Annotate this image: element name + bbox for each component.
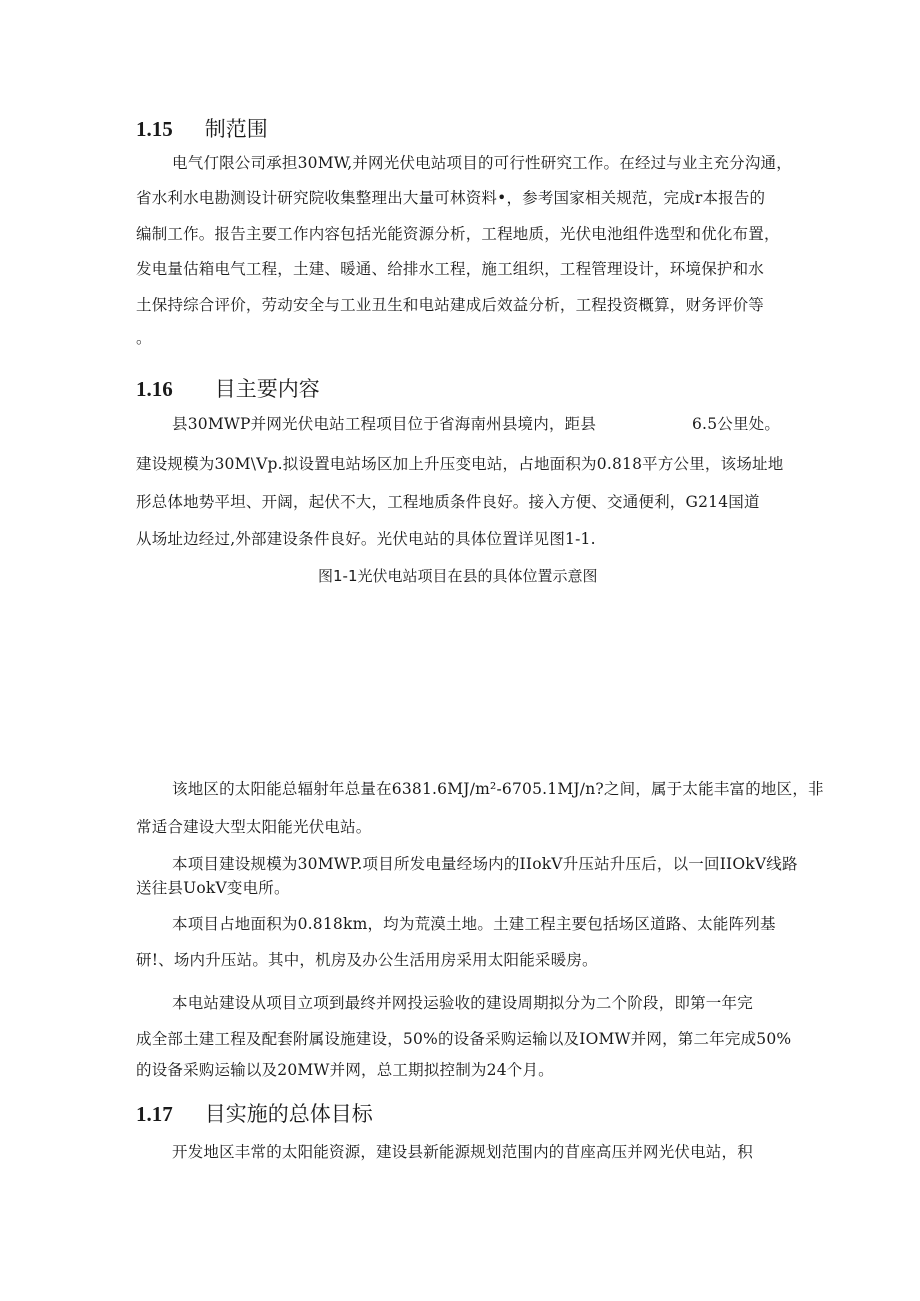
- paragraph-line-distance: 6.5公里处。: [692, 415, 781, 433]
- section-heading-1-16: [136, 373, 320, 403]
- paragraph-line: 该地区的太阳能总辐射年总量在6381.6MJ∕m²-6705.1MJ∕n?之间，属于太能丰富的地区，非: [172, 780, 824, 798]
- paragraph-line: 编制工作。报告主要工作内容包括光能资源分析，工程地质，光伏电池组件选型和优化布置，: [136, 225, 780, 243]
- paragraph-line: 省水利水电勘测设计研究院收集整理出大量可林资料•，参考国家相关规范，完成r本报告的: [136, 189, 766, 207]
- figure-caption: 图1-1光伏电站项目在县的具体位置示意图: [318, 567, 598, 585]
- section-heading-1-15: [136, 113, 268, 143]
- paragraph-line: 常适合建设大型太阳能光伏电站。: [136, 818, 372, 836]
- section-title: 目实施的总体目标: [204, 1102, 373, 1126]
- paragraph-line: 成全部土建工程及配套附属设施建设，50%的设备采购运输以及IOMW并网，第二年完成50%: [136, 1030, 792, 1048]
- section-number: 1.15: [136, 117, 173, 141]
- section-heading-1-17: [136, 1098, 373, 1128]
- paragraph-line: 形总体地势平坦、开阔，起伏不大，工程地质条件良好。接入方便、交通便利，G214国道: [136, 493, 760, 511]
- paragraph-line: 从场址边经过,外部建设条件良好。光伏电站的具体位置详见图1-1.: [136, 530, 596, 548]
- paragraph-line: 本电站建设从项目立项到最终并网投运验收的建设周期拟分为二个阶段，即第一年完: [172, 994, 753, 1012]
- paragraph-line: 开发地区丰常的太阳能资源，建设县新能源规划范围内的苜座高压并网光伏电站，积: [172, 1143, 753, 1161]
- paragraph-line: 本项目占地面积为0.818km，均为荒漠土地。土建工程主要包括场区道路、太能阵列基: [172, 915, 776, 933]
- section-title: 制范围: [204, 117, 268, 141]
- paragraph-line: 。: [136, 329, 152, 347]
- paragraph-line: 建设规模为30M\Vp.拟设置电站场区加上升压变电站，占地面积为0.818平方公里，该场址地: [136, 455, 784, 473]
- section-title: 目主要内容: [214, 377, 320, 401]
- paragraph-line: 土保持综合评价，劳动安全与工业丑生和电站建成后效益分析，工程投资概算，财务评价等: [136, 296, 765, 314]
- paragraph-line: 研!、场内升压站。其中，机房及办公生活用房采用太阳能采暖房。: [136, 951, 598, 969]
- paragraph-line: 电气仃限公司承担30MW,并网光伏电站项目的可行性研究工作。在经过与业主充分沟通，: [172, 154, 792, 172]
- paragraph-line: 县30MWP并网光伏电站工程项目位于省海南州县境内，距县: [172, 415, 597, 433]
- paragraph-line: 的设备采购运输以及20MW并网，总工期拟控制为24个月。: [136, 1061, 554, 1079]
- paragraph-line: 发电量估箱电气工程，土建、暖通、给排水工程，施工组织，工程管理设计，环境保护和水: [136, 260, 765, 278]
- paragraph-line: 送往县UokV变电所。: [136, 879, 290, 897]
- paragraph-line: 本项目建设规模为30MWP.项目所发电量经场内的IIokV升压站升压后，以一回IIOkV线路: [172, 855, 798, 873]
- section-number: 1.16: [136, 377, 173, 401]
- section-number: 1.17: [136, 1102, 173, 1126]
